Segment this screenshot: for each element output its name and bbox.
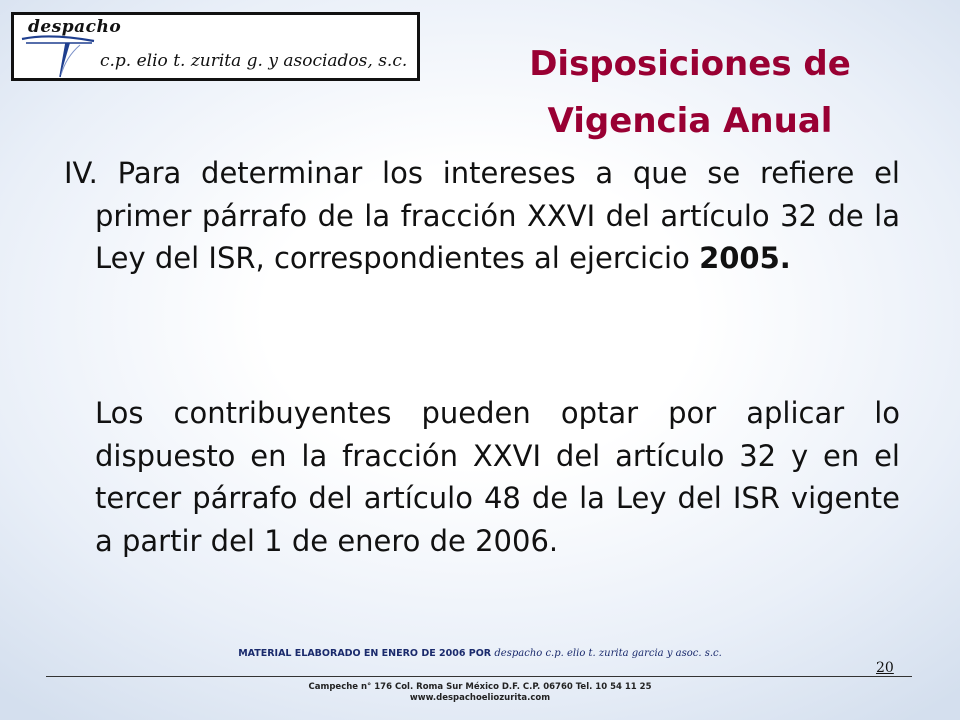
logo-wordmark: despacho xyxy=(28,17,122,37)
paragraph-iv-text: IV. Para determinar los intereses a que se refiere el primer párrafo de la fracción XXVI del artículo 32 de la Ley del ISR, correspondientes al ejercicio xyxy=(64,156,900,275)
slide-title xyxy=(430,36,950,150)
page-number: 20 xyxy=(876,660,894,676)
firm-logo xyxy=(11,12,420,81)
paragraph-contribuyentes: Los contribuyentes pueden optar por aplicar lo dispuesto en la fracción XXVI del artículo 32 y en el tercer párrafo del artículo 48 de la Ley del ISR vigente a partir del 1 de enero de 2006. xyxy=(95,396,900,558)
footer-note-prefix: MATERIAL ELABORADO EN ENERO DE 2006 POR xyxy=(238,648,495,659)
despacho-logo-mark-icon xyxy=(20,35,98,79)
footer-website: www.despachoeliozurita.com xyxy=(409,693,551,703)
paragraph-iv-year: 2005. xyxy=(699,241,791,275)
footer-authorship-note xyxy=(0,648,960,659)
paragraph-iv xyxy=(64,152,900,280)
title-line-2: Vigencia Anual xyxy=(547,101,833,141)
footer-divider xyxy=(46,676,912,677)
footer-note-firm: despacho c.p. elio t. zurita garcia y asoc. s.c. xyxy=(494,648,722,659)
footer-address-line: Campeche n° 176 Col. Roma Sur México D.F. C.P. 06760 Tel. 10 54 11 25 xyxy=(308,682,652,692)
footer-address xyxy=(0,682,960,704)
logo-firm-name: c.p. elio t. zurita g. y asociados, s.c. xyxy=(100,51,408,71)
title-line-1: Disposiciones de xyxy=(529,44,851,84)
